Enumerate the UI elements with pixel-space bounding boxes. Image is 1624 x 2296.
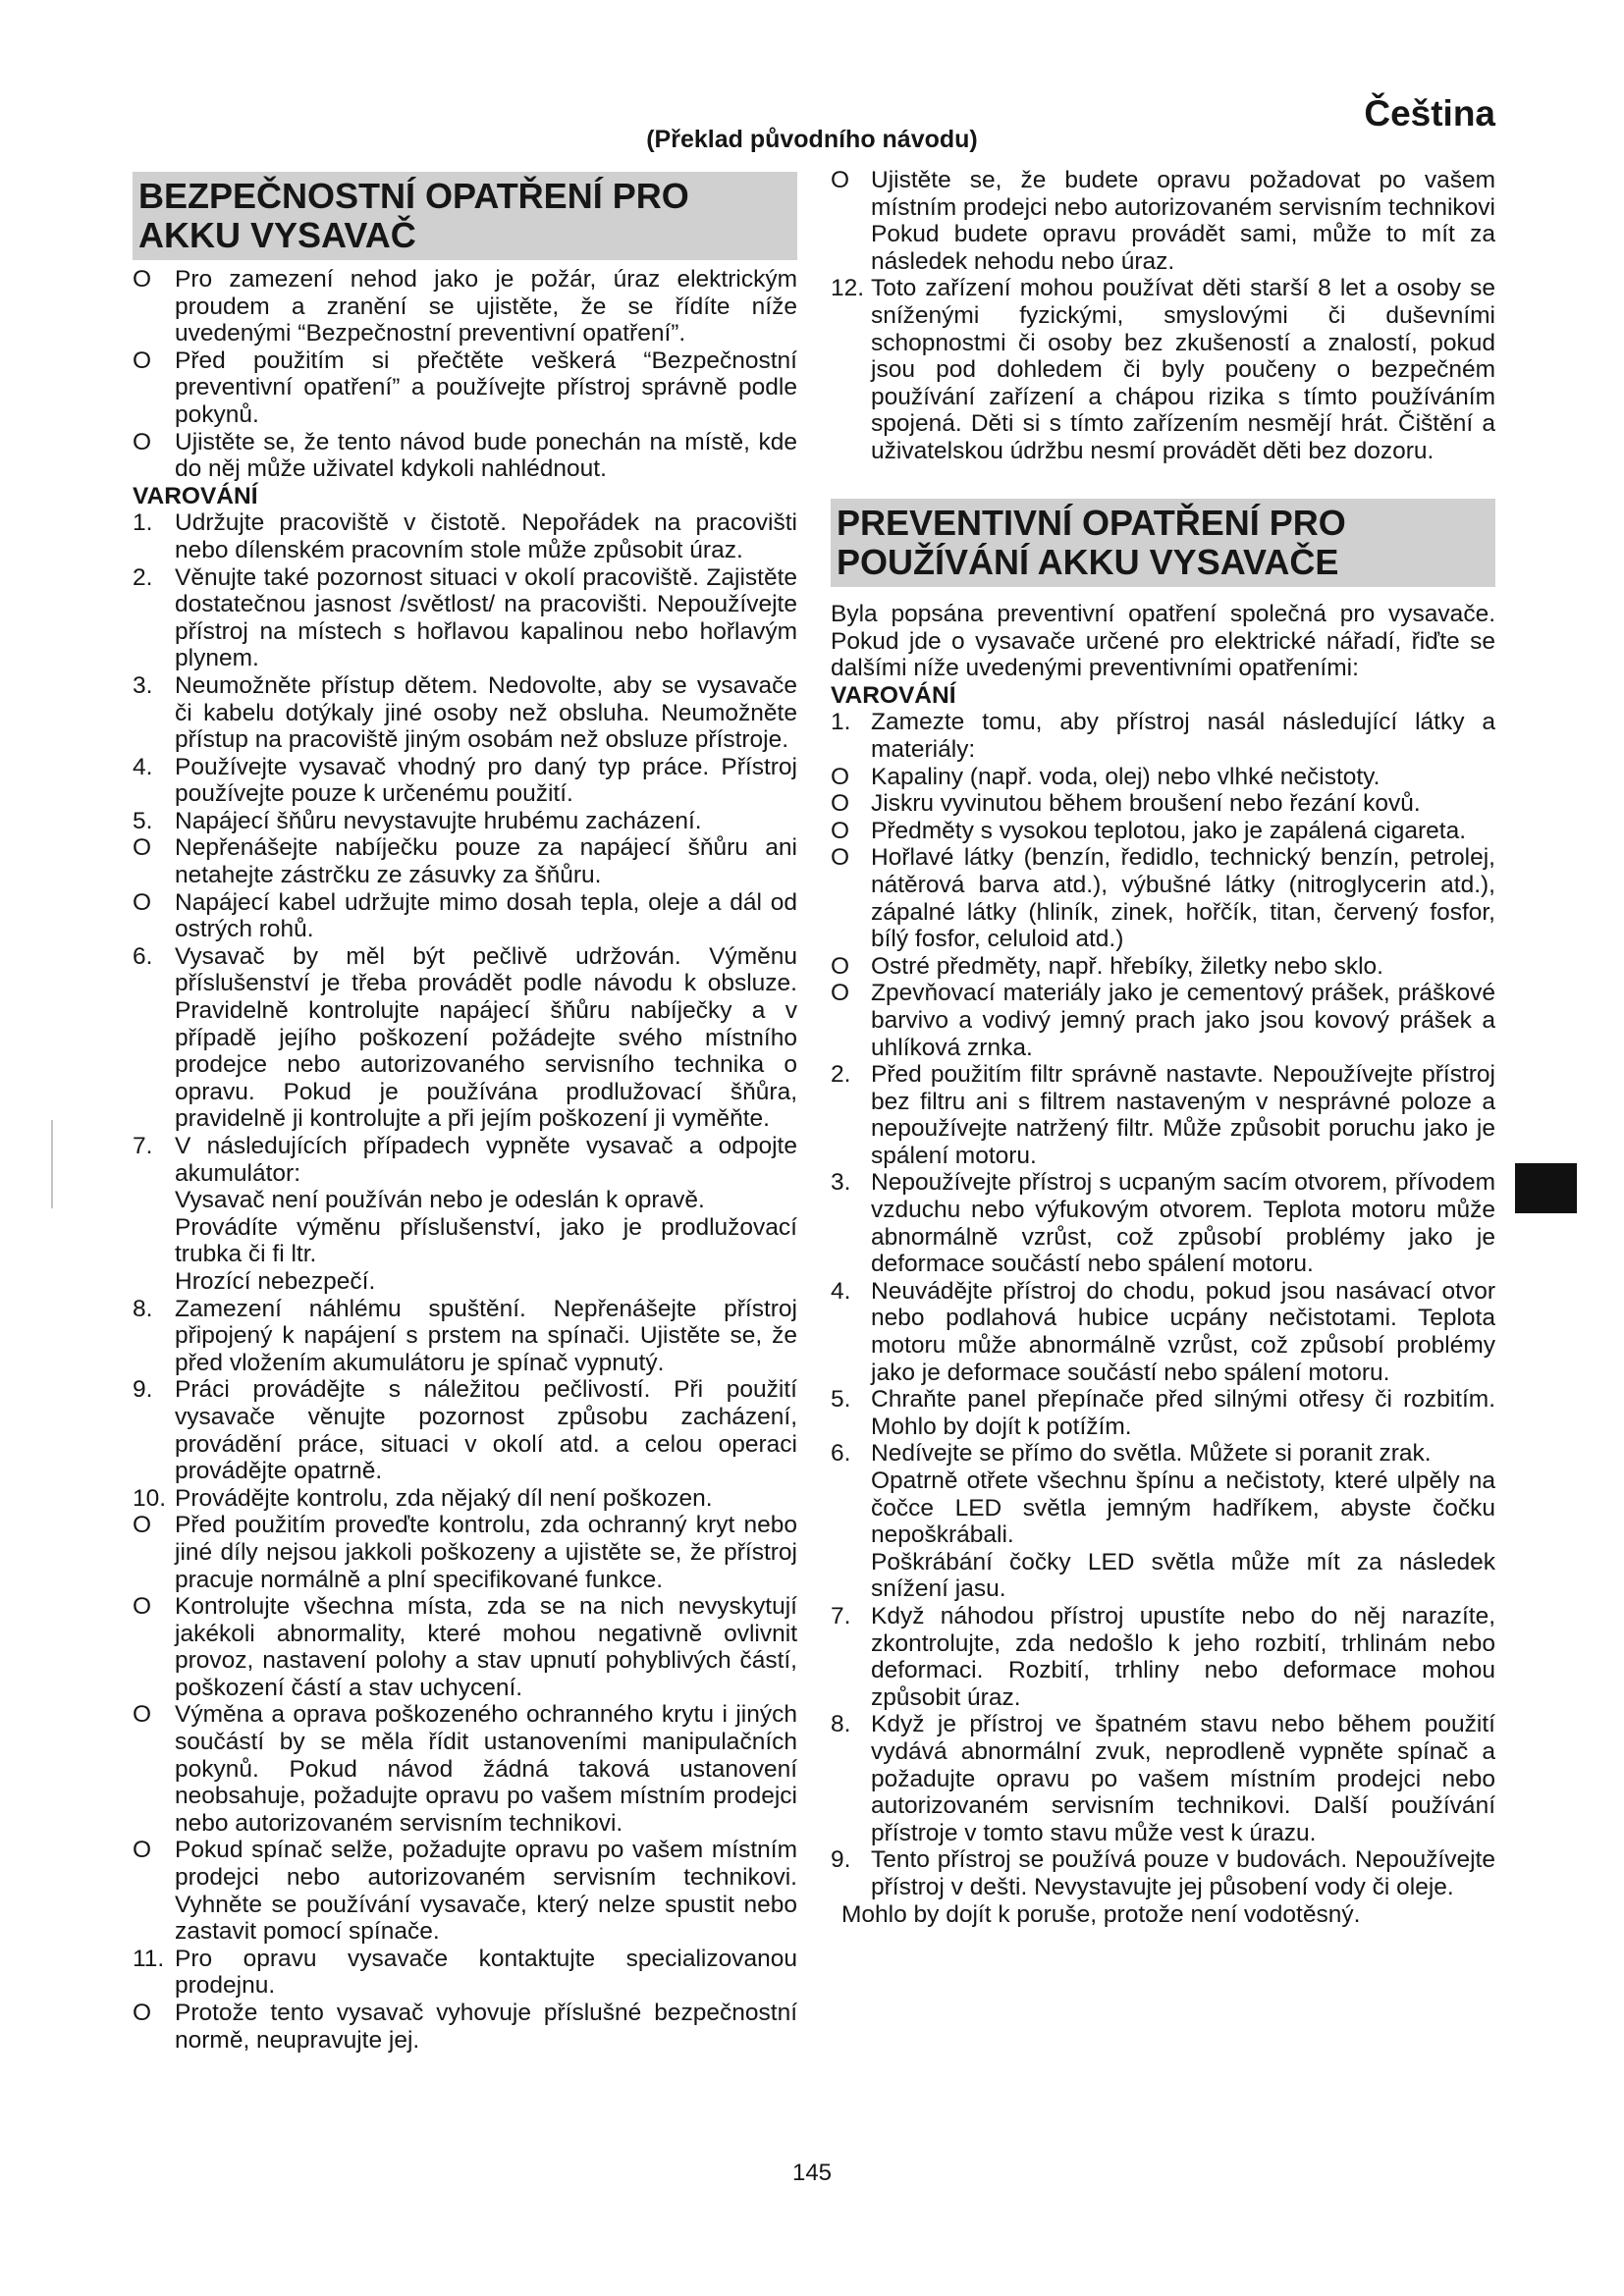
warning-item xyxy=(133,1296,797,1377)
warning-item xyxy=(831,1278,1495,1386)
right-column-top xyxy=(831,167,1495,465)
item-marker: 7. xyxy=(133,1133,153,1159)
item-marker: 9. xyxy=(133,1376,153,1404)
item-marker: O xyxy=(831,790,850,818)
intro-item xyxy=(133,429,797,483)
warning-item xyxy=(133,2000,797,2054)
item-subline: Hrozící nebezpečí. xyxy=(175,1267,376,1295)
safety-item xyxy=(831,167,1495,275)
item-text: Ujistěte se, že budete opravu požadovat po vašem místním prodejci nebo autorizovaném servisním technikovi Pokud budete opravu provádět sami, může to mít za následek nehodu nebo úraz. xyxy=(871,167,1495,275)
item-text: Tento přístroj se používá pouze v budovách. Nepoužívejte přístroj v dešti. Nevystavujte jej působení vody či oleje. xyxy=(871,1846,1495,1900)
item-marker: O xyxy=(831,167,850,193)
item-text: Před použitím proveďte kontrolu, zda ochranný kryt nebo jiné díly nejsou jakkoli poškozeny a ujistěte se, že přístroj pracuje normálně a plní specifikované funkce. xyxy=(175,1512,797,1593)
scan-margin-line xyxy=(51,1120,53,1208)
item-marker: O xyxy=(831,952,850,980)
heading-line: POUŽÍVÁNÍ AKKU VYSAVAČE xyxy=(837,542,1339,582)
item-marker: O xyxy=(133,1701,152,1729)
item-text: Ostré předměty, např. hřebíky, žiletky nebo sklo. xyxy=(871,952,1383,980)
warning-item xyxy=(831,1386,1495,1440)
language-label: Čeština xyxy=(1364,93,1495,133)
intro-item xyxy=(133,266,797,347)
item-text: Zpevňovací materiály jako je cementový prášek, práškové barvivo a vodivý jemný prach jako jsou kovový prášek a uhlíková zrnka. xyxy=(871,980,1495,1061)
item-text: Neumožněte přístup dětem. Nedovolte, aby se vysavače či kabelu dotýkaly jiné osoby než obsluha. Neumožněte přístup na pracoviště jiným osobám než obsluze přístroje. xyxy=(175,671,797,754)
warning-label: VAROVÁNÍ xyxy=(831,681,956,709)
item-body xyxy=(871,1440,1495,1603)
item-text: Provádějte kontrolu, zda nějaký díl není poškozen. xyxy=(175,1484,713,1512)
item-marker: 4. xyxy=(831,1277,851,1305)
warning-item xyxy=(133,1837,797,1945)
item-marker: 8. xyxy=(133,1295,153,1322)
intro-paragraph: Byla popsána preventivní opatření společná pro vysavače. Pokud jde o vysavače určené pro elektrické nářadí, řiďte se dalšími níže uvedenými preventivními opatřeními: xyxy=(831,601,1495,682)
item-text: Věnujte také pozornost situaci v okolí pracoviště. Zajistěte dostatečnou jasnost /světlost/ na pracovišti. Nepoužívejte přístroj na místech s hořlavou kapalinou nebo hořlavým plynem. xyxy=(175,563,797,672)
item-marker: 8. xyxy=(831,1711,851,1738)
usage-precautions-heading xyxy=(831,499,1495,587)
warning-item xyxy=(133,1512,797,1593)
item-marker: O xyxy=(831,980,850,1007)
item-marker: 6. xyxy=(831,1440,851,1468)
item-marker: O xyxy=(133,266,152,293)
item-text: Udržujte pracoviště v čistotě. Nepořádek na pracovišti nebo dílenském pracovním stole může způsobit úraz. xyxy=(175,509,797,563)
item-text: Toto zařízení mohou používat děti starší 8 let a osoby se sníženými fyzickými, smyslovými či duševními schopnostmi či osoby bez zkušeností a znalostí, pokud jsou pod dohledem či byly poučeny o bezpečném používání zařízení a chápou rizika s tímto používáním spojená. Děti si s tímto zařízením nesmějí hrát. Čištění a uživatelskou údržbu nesmí provádět děti bez dozoru. xyxy=(871,275,1495,464)
warning-item xyxy=(133,564,797,672)
warning-item xyxy=(831,1603,1495,1711)
item-marker: 11. xyxy=(133,1945,165,1972)
item-text: Napájecí kabel udržujte mimo dosah tepla, oleje a dál od ostrých rohů. xyxy=(175,888,797,943)
item-marker: 2. xyxy=(831,1061,851,1089)
safety-item xyxy=(831,275,1495,464)
item-marker: 1. xyxy=(831,709,851,736)
warning-item xyxy=(831,1711,1495,1846)
item-marker: 12. xyxy=(831,275,865,302)
warning-item xyxy=(831,790,1495,818)
item-text: Když náhodou přístroj upustíte nebo do něj narazíte, zkontrolujte, zda nedošlo k jeho rozbití, trhlinám nebo deformaci. Rozbití, trhliny nebo deformace mohou způsobit úraz. xyxy=(871,1602,1495,1711)
warning-label: VAROVÁNÍ xyxy=(133,482,258,509)
warning-item xyxy=(831,1440,1495,1603)
item-marker: O xyxy=(133,1512,152,1539)
item-marker: O xyxy=(133,888,152,916)
item-marker: O xyxy=(831,763,850,790)
item-marker: 2. xyxy=(133,563,153,591)
warning-item xyxy=(831,844,1495,952)
item-text: Používejte vysavač vhodný pro daný typ práce. Přístroj používejte pouze k určenému použití. xyxy=(175,753,797,808)
warning-item xyxy=(831,764,1495,791)
warning-item xyxy=(831,980,1495,1061)
warning-item xyxy=(133,1485,797,1513)
warning-item xyxy=(133,672,797,754)
item-body xyxy=(175,1133,797,1296)
item-marker: O xyxy=(133,347,152,374)
item-text: Výměna a oprava poškozeného ochranného krytu i jiných součástí by se měla řídit ustanoveními manipulačních pokynů. Pokud návod žádná taková ustanovení neobsahuje, požadujte opravu po vašem místním prodejci nebo autorizovaném servisním technikovi. xyxy=(175,1701,797,1837)
warning-item xyxy=(133,943,797,1133)
item-text: Nedívejte se přímo do světla. Můžete si poranit zrak. xyxy=(871,1440,1432,1468)
item-text: Pro zamezení nehod jako je požár, úraz elektrickým proudem a zranění se ujistěte, že se řídíte níže uvedenými “Bezpečnostní preventivní opatření”. xyxy=(175,266,797,347)
warning-item xyxy=(831,818,1495,845)
item-marker: 5. xyxy=(831,1386,851,1414)
warning-item xyxy=(133,1946,797,2000)
item-text: Jiskru vyvinutou během broušení nebo řezání kovů. xyxy=(871,790,1421,818)
warning-item xyxy=(133,808,797,835)
item-marker: 3. xyxy=(831,1169,851,1197)
warning-item xyxy=(133,834,797,888)
item-marker: O xyxy=(831,844,850,872)
item-subline: Opatrně otřete všechnu špínu a nečistoty, které ulpěly na čočce LED světla jemným hadříkem, abyste čočku nepoškrábali. xyxy=(871,1468,1495,1549)
item-text: Protože tento vysavač vyhovuje příslušné bezpečnostní normě, neupravujte jej. xyxy=(175,2000,797,2054)
item-text: Pro opravu vysavače kontaktujte specializovanou prodejnu. xyxy=(175,1945,797,2000)
item-text: Když je přístroj ve špatném stavu nebo během použití vydává abnormální zvuk, neprodleně vypněte spínač a požadujte opravu po vašem místním prodejci nebo autorizovaném servisním technikovi. Další používání přístroje v tomto stavu může vest k úrazu. xyxy=(871,1711,1495,1846)
warning-item xyxy=(133,1376,797,1484)
warning-item xyxy=(831,1846,1495,1900)
warning-item xyxy=(831,1169,1495,1277)
item-marker: 10. xyxy=(133,1484,167,1512)
item-text: Kontrolujte všechna místa, zda se na nich nevyskytují jakékoli abnormality, které mohou negativně ovlivnit provoz, nastavení polohy a stav upnutí pohyblivých částí, poškození částí a stav uchycení. xyxy=(175,1593,797,1701)
item-marker: O xyxy=(133,1837,152,1864)
item-text: Zamezení náhlému spuštění. Nepřenášejte přístroj připojený k napájení s prstem na spínači. Ujistěte se, že před vložením akumulátoru je spínač vypnutý. xyxy=(175,1295,797,1376)
item-subline: Provádíte výměnu příslušenství, jako je prodlužovací trubka či fi ltr. xyxy=(175,1213,797,1268)
intro-item xyxy=(133,347,797,429)
heading-line: AKKU VYSAVAČ xyxy=(138,215,416,255)
item-text: Pokud spínač selže, požadujte opravu po vašem místním prodejci nebo autorizovaném servisním technikovi. Vyhněte se používání vysavače, který nelze spustit nebo zastavit pomocí spínače. xyxy=(175,1837,797,1946)
item-text: V následujících případech vypněte vysavač a odpojte akumulátor: xyxy=(175,1133,797,1187)
item-marker: O xyxy=(133,2000,152,2026)
item-text: Předměty s vysokou teplotou, jako je zapálená cigareta. xyxy=(871,817,1467,844)
left-column xyxy=(133,266,797,2054)
item-text: Neuvádějte přístroj do chodu, pokud jsou nasávací otvor nebo podlahová hubice ucpány nečistotami. Teplota motoru může abnormálně vzrůst, což způsobí problémy jako je deformace součástí nebo spálení motoru. xyxy=(871,1277,1495,1386)
item-marker: 9. xyxy=(831,1846,851,1874)
item-marker: O xyxy=(831,817,850,844)
item-marker: 6. xyxy=(133,942,153,970)
section-tab-marker xyxy=(1515,1163,1577,1213)
heading-line: BEZPEČNOSTNÍ OPATŘENÍ PRO xyxy=(138,176,689,216)
warning-item xyxy=(133,509,797,563)
item-marker: 4. xyxy=(133,753,153,780)
item-text: Chraňte panel přepínače před silnými otřesy či rozbitím. Mohlo by dojít k potížím. xyxy=(871,1386,1495,1440)
item-text: Nepoužívejte přístroj s ucpaným sacím otvorem, přívodem vzduchu nebo výfukovým otvorem. Teplota motoru může abnormálně vzrůst, což způsobí problémy jako je deformace součástí nebo spálení motoru. xyxy=(871,1169,1495,1278)
item-text: Hořlavé látky (benzín, ředidlo, technický benzín, petrolej, nátěrová barva atd.), výbušné látky (nitroglycerin atd.), zápalné látky (hliník, zinek, hořčík, titan, červený fosfor, bílý fosfor, celuloid atd.) xyxy=(871,844,1495,953)
item-subline: Vysavač není používán nebo je odeslán k opravě. xyxy=(175,1187,705,1214)
heading-line: PREVENTIVNÍ OPATŘENÍ PRO xyxy=(837,503,1346,543)
item-text: Před použitím si přečtěte veškerá “Bezpečnostní preventivní opatření” a používejte přístroj správně podle pokynů. xyxy=(175,347,797,428)
item-marker: 1. xyxy=(133,509,153,537)
item-text: Zamezte tomu, aby přístroj nasál následující látky a materiály: xyxy=(871,709,1495,763)
page-number: 145 xyxy=(791,2160,833,2186)
item-marker: O xyxy=(133,1593,152,1621)
item-marker: 3. xyxy=(133,671,153,699)
item-text: Ujistěte se, že tento návod bude ponechán na místě, kde do něj může uživatel kdykoli nahlédnout. xyxy=(175,428,797,483)
item-marker: 7. xyxy=(831,1602,851,1629)
safety-precautions-heading xyxy=(133,172,797,260)
closing-note: Mohlo by dojít k poruše, protože není vodotěsný. xyxy=(841,1900,1361,1928)
translation-subtitle: (Překlad původního návodu) xyxy=(646,126,978,153)
item-text: Práci provádějte s náležitou pečlivostí. Při použití vysavače věnujte pozornost způsobu zacházení, provádění práce, situaci v okolí atd. a celou operaci provádějte opatrně. xyxy=(175,1376,797,1485)
warning-item xyxy=(831,1061,1495,1169)
warning-item xyxy=(133,1133,797,1296)
item-text: Kapaliny (např. voda, olej) nebo vlhké nečistoty. xyxy=(871,763,1380,790)
right-column-bottom xyxy=(831,601,1495,1928)
item-text: Nepřenášejte nabíječku pouze za napájecí šňůru ani netahejte zástrčku ze zásuvky za šňůru. xyxy=(175,834,797,889)
warning-item xyxy=(133,754,797,808)
warning-item xyxy=(831,709,1495,763)
warning-item xyxy=(831,953,1495,981)
warning-item xyxy=(133,1701,797,1837)
item-text: Vysavač by měl být pečlivě udržován. Výměnu příslušenství je třeba provádět podle návodu k obsluze. Pravidelně kontrolujte napájecí šňůru nabíječky a v případě jejího poškození požádejte svého místního prodejce nebo autorizovaného servisního technika o opravu. Pokud je používána prodlužovací šňůra, pravidelně ji kontrolujte a při jejím poškození ji vyměňte. xyxy=(175,942,797,1133)
item-marker: O xyxy=(133,834,152,862)
warning-item xyxy=(133,889,797,943)
item-marker: 5. xyxy=(133,807,153,834)
item-text: Napájecí šňůru nevystavujte hrubému zacházení. xyxy=(175,807,702,834)
item-text: Před použitím filtr správně nastavte. Nepoužívejte přístroj bez filtru ani s filtrem nastaveným v nesprávné poloze a nepoužívejte natržený filtr. Může způsobit poruchu jako je spálení motoru. xyxy=(871,1061,1495,1169)
warning-item xyxy=(133,1593,797,1701)
item-subline: Poškrábání čočky LED světla může mít za následek snížení jasu. xyxy=(871,1548,1495,1603)
item-marker: O xyxy=(133,428,152,455)
